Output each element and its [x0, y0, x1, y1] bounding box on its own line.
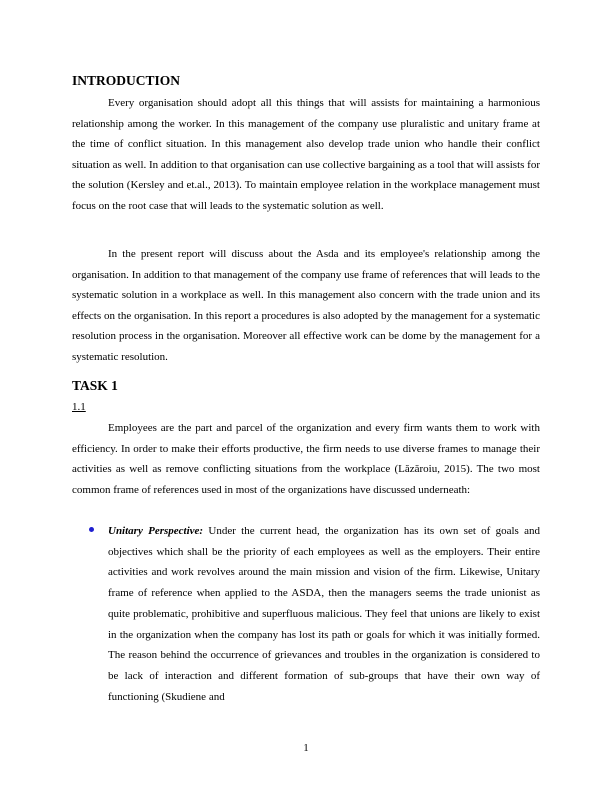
- introduction-heading: INTRODUCTION: [72, 73, 181, 88]
- task1-heading: TASK 1: [72, 378, 118, 393]
- bullet-item-unitary-perspective: [108, 521, 540, 707]
- introduction-paragraph-2: In the present report will discuss about the Asda and its employee's relationship among the organisation. In addition to that management of the company use frame of references that will leads to the systematic solution in a workplace as well. In this management also concern with the trade union and its effects on the organisation. In this report a procedures is also adopted by the management for a systematic resolution process in the organisation. Moreover all effective work can be dome by the management for a systematic resolution.: [72, 248, 540, 363]
- introduction-paragraph-1: Every organisation should adopt all this things that will assists for maintaining a harmonious relationship among the worker. In this management of the company use pluralistic and unitary frame at the time of conflict situation. In this management also develop trade union who handle their conflict situation as well. In addition to that organisation can use collective bargaining as a tool that will assists for the solution (Kersley and et.al., 2013). To maintain employee relation in the workplace management must focus on the root case that will leads to the systematic solution as well.: [72, 97, 540, 212]
- bullet-body: Under the current head, the organization has its own set of goals and objectives which shall be the priority of each employees as well as the employers. Their entire activities and work revolves around the main mission and vision of the firm. Likewise, Unitary frame of reference when applied to the ASDA, then the managers seems the trade unionist as quite problematic, prohibitive and superfluous malicious. They feel that unions are likely to exist in the organization when the company has lost its path or goals for which it was initially formed. The reason behind the occurrence of grievances and troubles in the organization is considered to be lack of interaction and different formation of sub-groups that have their own way of functioning (Skudiene and: [108, 525, 540, 703]
- task1-paragraph: Employees are the part and parcel of the organization and every firm wants them to work with efficiency. In order to make their efforts productive, the firm needs to use diverse frames to manage their activities as well as remove conflicting situations from the workplace (Lăzăroiu, 2015). The two most common frame of references used in most of the organizations have discussed underneath:: [72, 422, 540, 496]
- bullet-icon: [89, 527, 94, 532]
- page-number: 1: [303, 742, 309, 754]
- task1-subheading: 1.1: [72, 401, 86, 413]
- bullet-term: Unitary Perspective:: [108, 525, 204, 537]
